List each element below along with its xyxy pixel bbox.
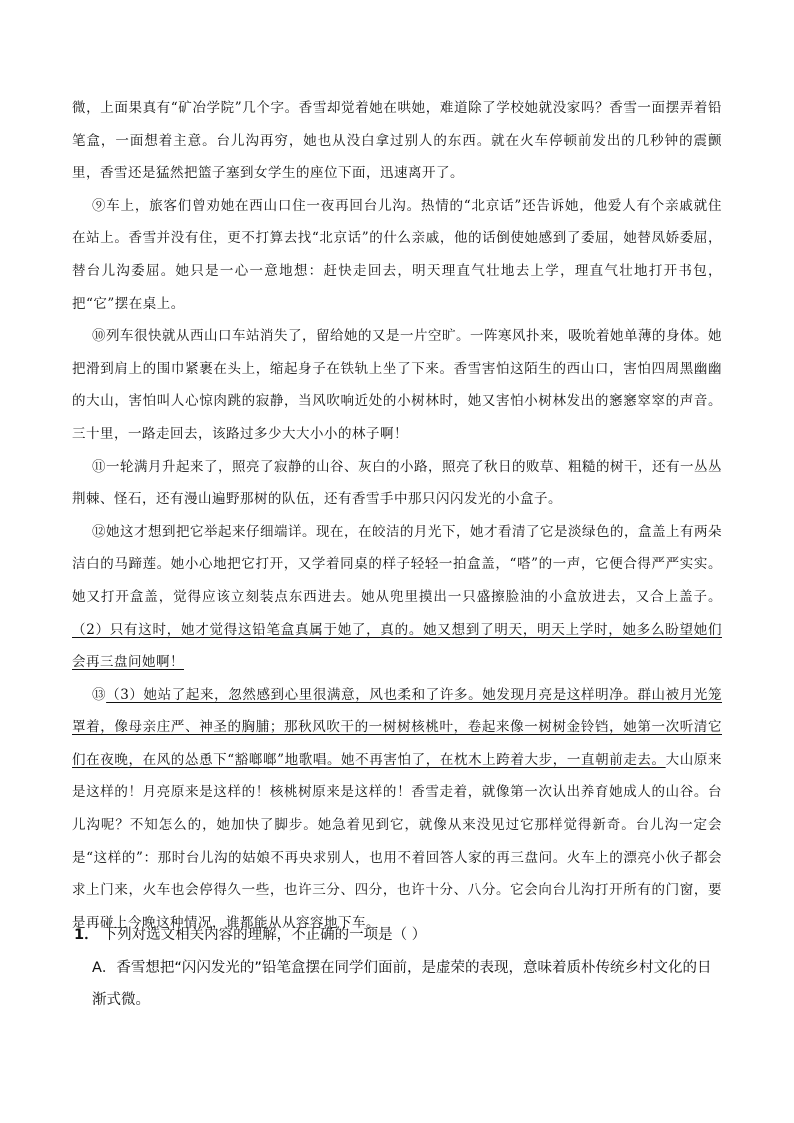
- paragraph-12-text: ⑫她这才想到把它举起来仔细端详。现在，在皎洁的月光下，她才看清了它是淡绿色的，盒盖上有两朵洁白的马蹄莲。她小心地把它打开，又学着同桌的样子轻轻一拍盒盖，“嗒”的一声，它便合得严严实实。她又打开盒盖，觉得应该立刻装点东西进去。她从兜里摸出一只盛擦脸油的小盒放进去，又合上盖子。: [72, 523, 722, 605]
- paragraph-10: ⑩列车很快就从西山口车站消失了，留给她的又是一片空旷。一阵寒风扑来，吸吮着她单薄的身体。她把滑到肩上的围巾紧裹在头上，缩起身子在铁轨上坐了下来。香雪害怕这陌生的西山口，害怕四周黑幽幽的大山，害怕叫人心惊肉跳的寂静，当风吹响近处的小树林时，她又害怕小树林发出的窸窸窣窣的声音。三十里，一路走回去，该路过多少大大小小的林子啊！: [72, 328, 722, 442]
- question-number: 1．: [74, 927, 99, 943]
- underlined-sentence-3: （3）她站了起来，忽然感到心里很满意，风也柔和了许多。她发现月亮是这样明净。群山被月光笼罩着，像母亲庄严、神圣的胸脯；那秋风吹干的一树树核桃叶，卷起来像一树树金铃铛，她第一次听清它们在夜晚，在风的怂恿下“豁啷啷”地歌唱。她不再害怕了，在枕木上跨着大步，一直朝前走去。: [72, 686, 723, 768]
- paragraph-9: ⑨车上，旅客们曾劝她在西山口住一夜再回台儿沟。热情的“北京话”还告诉她，他爱人有个亲戚就住在站上。香雪并没有住，更不打算去找“北京话”的什么亲戚，他的话倒使她感到了委屈，她替凤娇委屈，替台儿沟委屈。她只是一心一意地想：赶快走回去，明天理直气壮地去上学，理直气壮地打开书包，把“它”摆在桌上。: [72, 197, 722, 312]
- option-a: A．香雪想把“闪闪发光的”铅笔盒摆在同学们面前，是虚荣的表现，意味着质朴传统乡村文化的日渐式微。: [92, 960, 712, 1008]
- paragraph-11: ⑪一轮满月升起来了，照亮了寂静的山谷、灰白的小路，照亮了秋日的败草、粗糙的树干，还有一丛丛荆棘、怪石，还有漫山遍野那树的队伍，还有香雪手中那只闪闪发光的小盒子。: [72, 458, 722, 508]
- paragraph-13: [72, 679, 722, 940]
- paragraph-13-number: ⑬: [92, 686, 107, 703]
- question-stem: [74, 920, 724, 950]
- story-excerpt: [72, 92, 722, 939]
- underlined-sentence-2: （2）只有这时，她才觉得这铅笔盒真属于她了，真的。她又想到了明天，明天上学时，她多么盼望她们会再三盘问她啊！: [72, 621, 722, 671]
- paragraph-8-tail: 微，上面果真有“矿冶学院”几个字。香雪却觉着她在哄她，难道除了学校她就没家吗？香雪一面摆弄着铅笔盒，一面想着主意。台儿沟再穷，她也从没白拿过别人的东西。就在火车停顿前发出的几秒钟的震颤里，香雪还是猛然把篮子塞到女学生的座位下面，迅速离开了。: [72, 100, 722, 182]
- question-1: [74, 920, 724, 1016]
- paragraph-12: [72, 516, 722, 679]
- paragraph-13-text: 大山原来是这样的！月亮原来是这样的！核桃树原来是这样的！香雪走着，就像第一次认出养育她成人的山谷。台儿沟呢？不知怎么的，她加快了脚步。她急着见到它，就像从来没见过它那样觉得新奇。台儿沟一定会是“这样的”：那时台儿沟的姑娘不再央求别人，也用不着回答人家的再三盘问。火车上的漂亮小伙子都会求上门来，火车也会停得久一些，也许三分、四分，也许十分、八分。它会向台儿沟打开所有的门窗，要是再碰上今晚这种情况，谁都能从从容容地下车。: [72, 751, 722, 931]
- question-stem-text: 下列对选文相关内容的理解，不正确的一项是（ ）: [102, 927, 427, 943]
